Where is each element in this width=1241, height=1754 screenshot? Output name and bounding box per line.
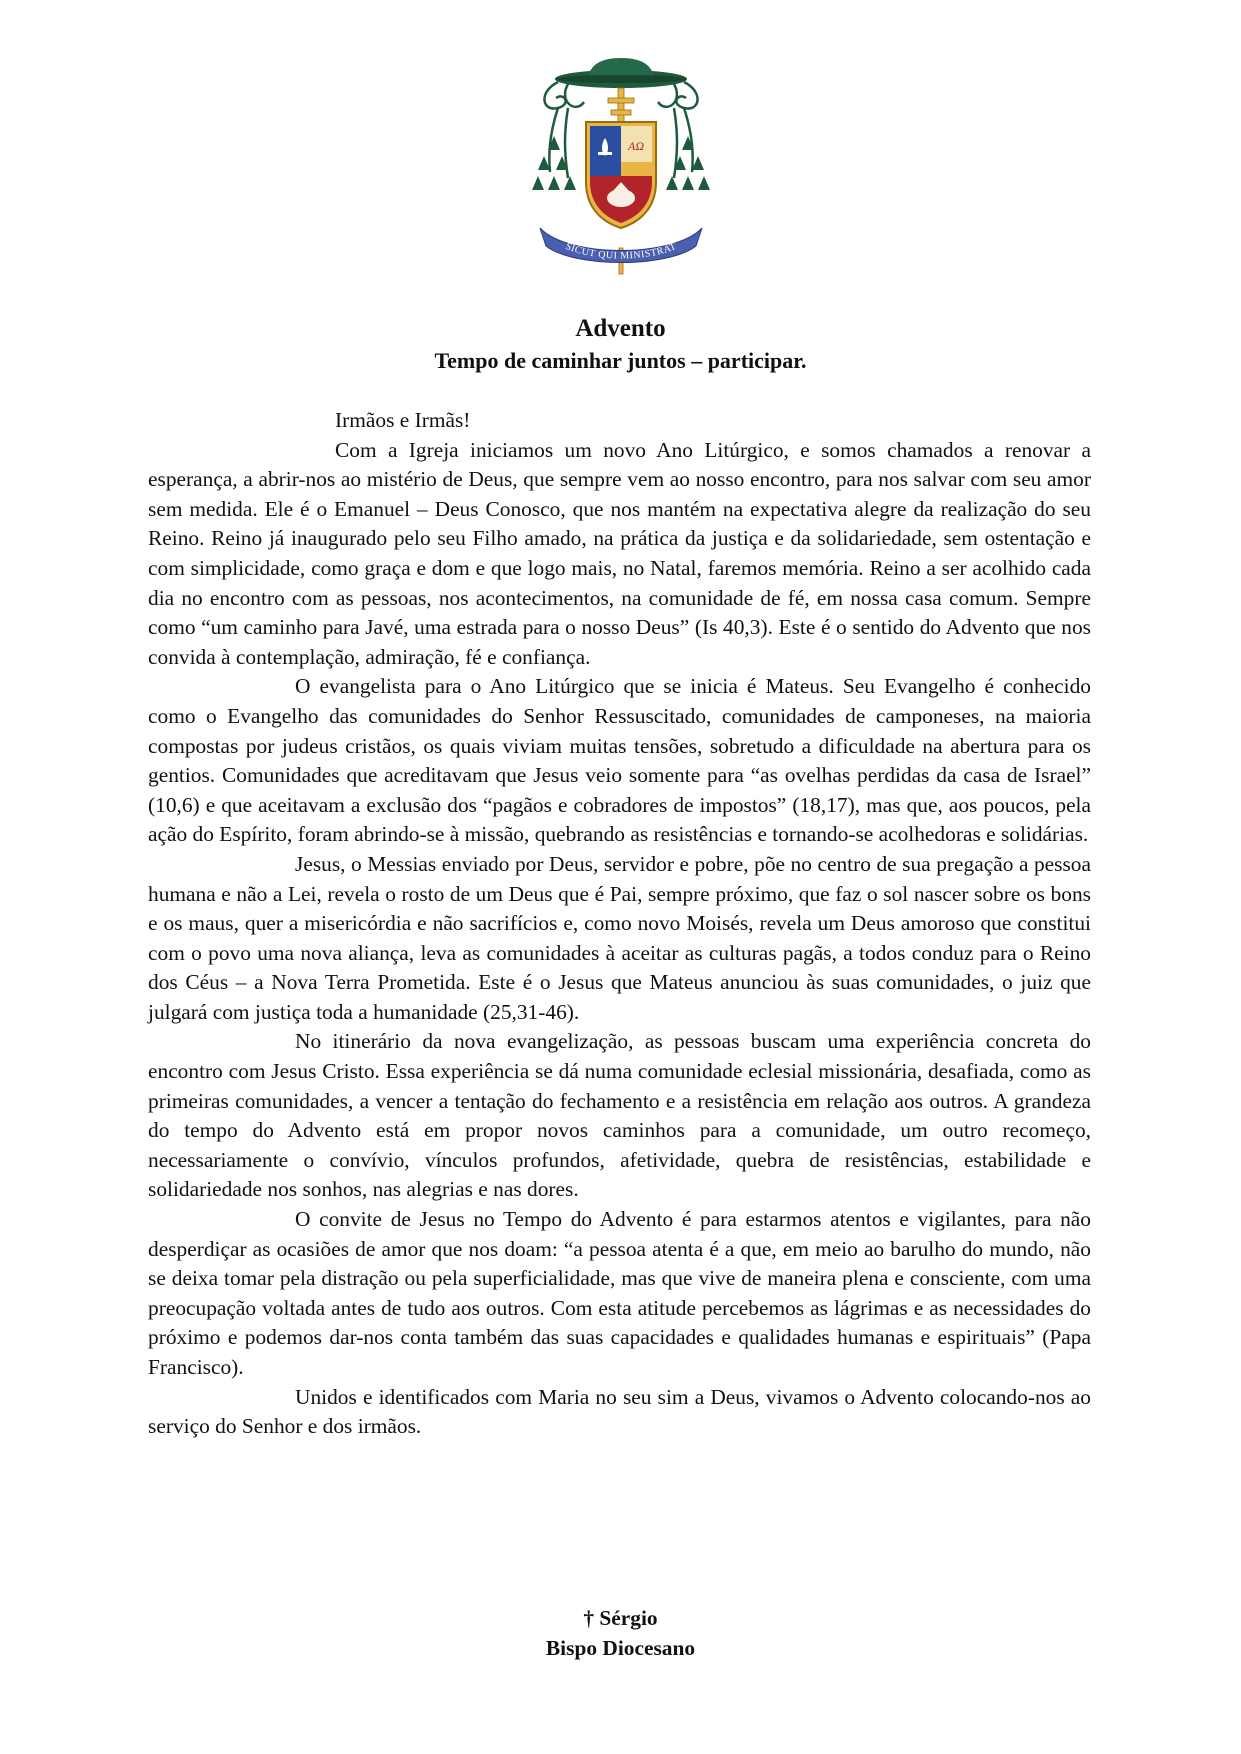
motto-text: SICUT QUI MINISTRAT	[563, 240, 679, 262]
motto-ribbon	[540, 228, 702, 263]
signature-role: Bispo Diocesano	[545, 1636, 696, 1660]
letter-paragraph: Unidos e identificados com Maria no seu sim a Deus, vivamos o Advento colocando-nos ao serviço do Senhor e dos irmãos.	[148, 1384, 1091, 1439]
letter-paragraph: Jesus, o Messias enviado por Deus, servidor e pobre, põe no centro de sua pregação a pessoa humana e não a Lei, revela o rosto de um Deus que é Pai, sempre próximo, que faz o sol nascer sobre os bons e os maus, quer a misericórdia e não sacrifícios e, como novo Moisés, revela um Deus amoroso que constitui com o povo uma nova aliança, leva as comunidades à aceitar as culturas pagãs, a todos conduz para o Reino dos Céus – a Nova Terra Prometida. Este é o Jesus que Mateus anunciou às suas comunidades, o juiz que julgará com justiça toda a humanidade (25,31-46).	[148, 851, 1091, 1024]
letter-paragraph: O evangelista para o Ano Litúrgico que se inicia é Mateus. Seu Evangelho é conhecido como o Evangelho das comunidades do Senhor Ressuscitado, comunidades de camponeses, na maioria compostas por judeus cristãos, os quais viviam muitas tensões, sobretudo a dificuldade na abertura para os gentios. Comunidades que acreditavam que Jesus veio somente para “as ovelhas perdidas da casa de Israel” (10,6) e que aceitavam a exclusão dos “pagãos e cobradores de impostos” (18,17), mas que, aos poucos, pela ação do Espírito, foram abrindo-se à missão, quebrando as resistências e tornando-se acolhedoras e solidárias.	[148, 674, 1091, 847]
shield-icon	[586, 122, 656, 228]
letter-body	[148, 406, 1091, 1442]
letter-greeting: Irmãos e Irmãs!	[335, 408, 471, 432]
tassels-right-icon	[666, 136, 710, 190]
page-subtitle: Tempo de caminhar juntos – participar.	[434, 348, 807, 373]
alpha-omega-label: AΩ	[627, 139, 645, 153]
letter-paragraph: O convite de Jesus no Tempo do Advento é para estarmos atentos e vigilantes, para não desperdiçar as ocasiões de amor que nos doam: “a pessoa atenta é a que, em meio ao barulho do mundo, não se deixa tomar pela distração ou pela superficialidade, mas que vive de maneira plena e consciente, com uma preocupação voltada antes de tudo aos outros. Com esta atitude percebemos as lágrimas e as necessidades do próximo e podemos dar-nos conta também das suas capacidades e qualidades humanas e espirituais” (Papa Francisco).	[148, 1207, 1091, 1379]
signature-name: † Sérgio	[583, 1606, 658, 1630]
episcopal-coat-of-arms	[528, 52, 714, 278]
letter-paragraph: No itinerário da nova evangelização, as pessoas buscam uma experiência concreta do encontro com Jesus Cristo. Essa experiência se dá numa comunidade eclesial missionária, desafiada, como as primeiras comunidades, a vencer a tentação do fechamento e a resistência em relação aos outros. A grandeza do tempo do Advento está em propor novos caminhos para a comunidade, um outro recomeço, necessariamente o convívio, vínculos profundos, afetividade, quebra de resistências, estabilidade e solidariedade nos sonhos, nas alegrias e nas dores.	[148, 1029, 1091, 1202]
galero-hat-icon	[555, 58, 687, 88]
page-title: Advento	[575, 315, 666, 342]
signature-block	[0, 1603, 1241, 1663]
letter-paragraph: Com a Igreja iniciamos um novo Ano Litúrgico, e somos chamados a renovar a esperança, a abrir-nos ao mistério de Deus, que sempre vem ao nosso encontro, para nos salvar com seu amor sem medida. Ele é o Emanuel – Deus Conosco, que nos mantém na expectativa alegre da realização do seu Reino. Reino já inaugurado pelo seu Filho amado, na prática da justiça e da solidariedade, sem ostentação e com simplicidade, como graça e dom e que logo mais, no Natal, faremos memória. Reino a ser acolhido cada dia no encontro com as pessoas, nos acontecimentos, na comunidade de fé, em nossa casa comum. Sempre como “um caminho para Javé, uma estrada para o nosso Deus” (Is 40,3). Este é o sentido do Advento que nos convida à contemplação, admiração, fé e confiança.	[148, 437, 1091, 669]
tassels-left-icon	[532, 136, 576, 190]
